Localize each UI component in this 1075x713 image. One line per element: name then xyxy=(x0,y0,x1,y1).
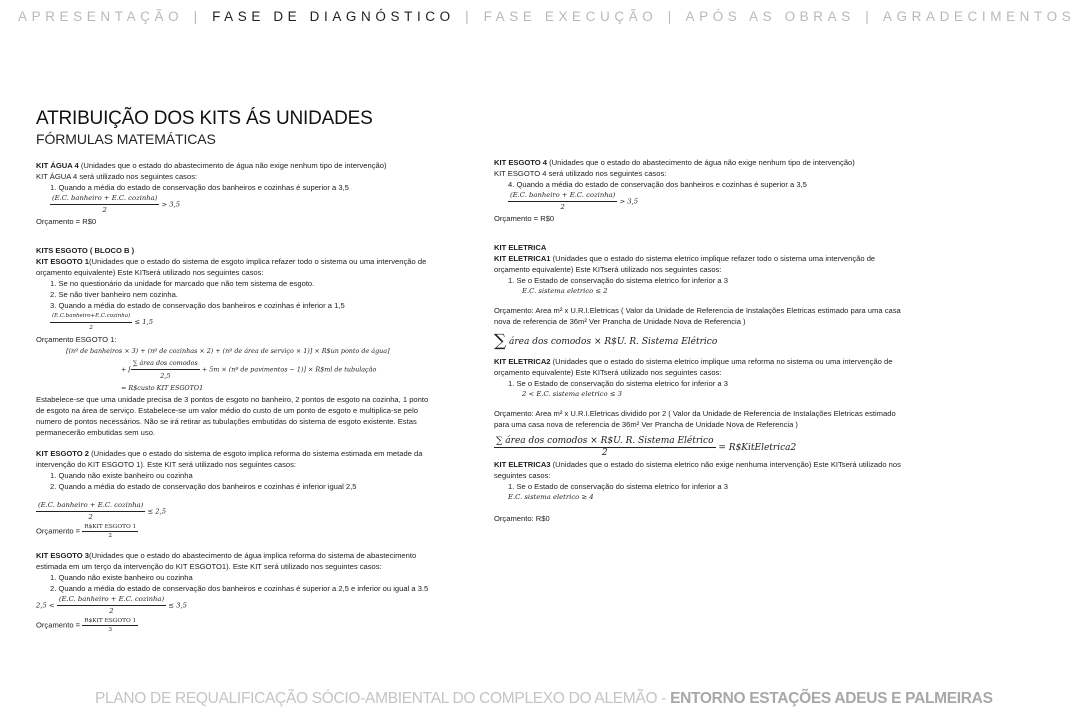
sum-rhs: = R$KitEletrica2 xyxy=(715,443,797,453)
kit-esgoto-3-heading: KIT ESGOTO 3 xyxy=(36,551,90,560)
kit-eletrica-1-formula: E.C. sistema eletrico ≤ 2 xyxy=(522,287,608,295)
kit-esgoto-3-formula xyxy=(36,594,436,617)
sum-denominator: 2 xyxy=(601,448,608,458)
kit-esgoto-2-budget xyxy=(36,523,436,540)
formula-rhs: ≤ 3,5 xyxy=(166,601,187,610)
nav-separator: | xyxy=(667,9,676,24)
kit-esgoto-4-budget: Orçamento = R$0 xyxy=(494,214,555,223)
budget-denominator: 2 xyxy=(108,533,113,539)
kit-eletrica-1-budget: Orçamento: Area m² x U.R.I.Eletricas ( Valor da Unidade de Referencia de Instalações Eletricas estimado para uma casa nova de referencia de 36m² Ver Prancha de Unidade Nova de Referencia ) xyxy=(494,306,901,326)
kit-agua-4-formula xyxy=(36,193,436,216)
kit-esgoto-4-case-4: 4. Quando a média do estado de conservação dos banheiros e cozinhas é superior a 3,5 xyxy=(508,180,807,189)
kit-eletrica-3-case-1: 1. Se o Estado de conservação do sistema eletrico for inferior a 3 xyxy=(508,482,728,491)
kit-eletrica-3-budget: Orçamento: R$0 xyxy=(494,514,550,523)
budget-denominator: 3 xyxy=(108,627,113,633)
kit-agua-4-budget: Orçamento = R$0 xyxy=(36,217,97,226)
formula-denominator: 2 xyxy=(109,607,114,615)
kit-agua-4-heading: KIT ÁGUA 4 xyxy=(36,161,79,170)
footer-plan-title: PLANO DE REQUALIFICAÇÃO SÓCIO-AMBIENTAL DO COMPLEXO DO ALEMÃO - xyxy=(95,690,671,707)
kit-eletrica-3-formula: E.C. sistema eletrico ≥ 4 xyxy=(508,493,594,501)
equation-bracket: + [ xyxy=(121,365,131,374)
nav-item-fase-diagnostico[interactable]: FASE DE DIAGNÓSTICO xyxy=(212,9,455,24)
formula-denominator: 2 xyxy=(88,513,93,521)
nav-item-fase-execucao[interactable]: FASE EXECUÇÃO xyxy=(483,9,658,24)
nav-item-agradecimentos[interactable]: AGRADECIMENTOS xyxy=(882,9,1075,24)
section-kit-esgoto-1 xyxy=(36,245,436,438)
kit-esgoto-2-case-2: 2. Quando a média do estado de conservação dos banheiros e cozinhas é inferior igual 2,5 xyxy=(50,482,357,491)
page-footer xyxy=(95,690,993,708)
right-column xyxy=(494,157,906,524)
nav-separator: | xyxy=(193,9,202,24)
formula-numerator: (E.C. banheiro + E.C. cozinha) xyxy=(50,193,159,205)
budget-numerator: R$KIT ESGOTO 1 xyxy=(84,524,137,530)
kit-eletrica-3-heading: KIT ELETRICA3 xyxy=(494,460,551,469)
nav-item-apos-as-obras[interactable]: APÓS AS OBRAS xyxy=(685,9,855,24)
formula-rhs: ≤ 2,5 xyxy=(145,507,167,516)
formula-numerator: (E.C. banheiro + E.C. cozinha) xyxy=(508,190,617,202)
kit-esgoto-2-heading: KIT ESGOTO 2 xyxy=(36,449,90,458)
budget-numerator: R$KIT ESGOTO 1 xyxy=(84,618,137,624)
left-column xyxy=(36,160,436,634)
kit-esgoto-1-description: (Unidades que o estado do sistema de esgoto implica refazer todo o sistema ou uma intervenção de orçamento equivalente) Este KITserá utilizado nos seguintes casos: xyxy=(36,257,427,277)
kit-esgoto-2-case-1: 1. Quando não existe banheiro ou cozinha xyxy=(50,471,193,480)
kit-esgoto-3-description: (Unidades que o estado do abastecimento de água implica reforma do sistema de abastecimento estimada em um terço da intervenção do KIT ESGOTO1). Este KIT será utilizado nos seguintes casos: xyxy=(36,551,417,571)
section-kit-eletrica xyxy=(494,242,906,524)
kit-agua-4-description: (Unidades que o estado do abastecimento de água não exige nenhum tipo de intervenção) xyxy=(78,161,387,170)
kit-esgoto-4-usage: KIT ESGOTO 4 será utilizado nos seguintes casos: xyxy=(494,169,667,178)
summation-icon: ∑ xyxy=(494,331,507,351)
budget-label: Orçamento = xyxy=(36,526,83,536)
equation-line-2 xyxy=(66,357,436,382)
formula-numerator: (E.C.banheiro+E.C.cozinha) xyxy=(50,311,132,323)
kit-agua-4-case-1: 1. Quando a média do estado de conservação dos banheiros e cozinhas é superior a 3,5 xyxy=(50,183,349,192)
formula-numerator: (E.C. banheiro + E.C. cozinha) xyxy=(57,594,166,606)
kit-eletrica-2-description: (Unidades que o estado do sistema eletrico implique uma reforma no sistema ou uma intervenção de orçamento equivalente) Este KITserá utilizado nos seguintes casos: xyxy=(494,357,893,377)
kit-eletrica-1-sum-formula xyxy=(494,331,906,351)
kit-esgoto-1-heading: KIT ESGOTO 1 xyxy=(36,257,90,266)
top-navigation xyxy=(18,9,1075,24)
equation-line-1: [(nº de banheiros × 3) + (nº de cozinhas × 2) + (nº de área de serviço × 1)] × R$un ponto de água] xyxy=(66,347,390,355)
budget-label: Orçamento = xyxy=(36,620,83,630)
kit-eletrica-3-description: (Unidades que o estado do sistema eletrico não exige nenhuma intervenção) Este KITserá utilizado nos seguintes casos: xyxy=(494,460,901,480)
kit-esgoto-1-case-1: 1. Se no questionário da unidade for marcado que não tem sistema de esgoto. xyxy=(50,279,315,288)
kits-esgoto-block-heading: KITS ESGOTO ( BLOCO B ) xyxy=(36,246,135,255)
kit-esgoto-3-case-1: 1. Quando não existe banheiro ou cozinha xyxy=(50,573,193,582)
kit-esgoto-4-description: (Unidades que o estado do abastecimento de água não exige nenhum tipo de intervenção) xyxy=(547,158,855,167)
kit-esgoto-1-formula xyxy=(36,311,436,334)
nav-separator: | xyxy=(465,9,474,24)
equation-denominator: 2,5 xyxy=(160,372,171,380)
kit-esgoto-2-formula xyxy=(36,500,436,523)
kit-eletrica-2-sum-formula xyxy=(494,436,906,459)
section-kit-agua-4 xyxy=(36,160,436,227)
nav-separator: | xyxy=(865,9,874,24)
kit-esgoto-1-note: Estabelece-se que uma unidade precisa de 3 pontos de esgoto no banheiro, 2 pontos de esgoto na cozinha, 1 ponto de esgoto na área de serviço. Estabelece-se um valor médio do custo de um ponto de esgoto e multiplica-se pelo numero de pontos necessários. Não se irá retirar as tubulações embutidas do sistema de esgoto existente. Estas permanecerão embutidas sem uso. xyxy=(36,395,429,437)
formula-numerator: (E.C. banheiro + E.C. cozinha) xyxy=(36,500,145,512)
equation-tail: + 5m × (nº de pavimentos − 1)] × R$ml de tubulação xyxy=(199,365,377,374)
page-subtitle: FÓRMULAS MATEMÁTICAS xyxy=(36,131,216,147)
kit-esgoto-4-formula xyxy=(494,190,906,213)
formula-rhs: > 3,5 xyxy=(159,200,181,209)
kit-eletrica-2-budget: Orçamento: Area m² x U.R.I.Eletricas dividido por 2 ( Valor da Unidade de Referencia de Instalações Eletricas estimado para uma casa nova de referencia de 36m² Ver Prancha de Unidade Nova de Referencia ) xyxy=(494,409,896,429)
equation-line-3: = R$custo KIT ESGOTO1 xyxy=(121,384,204,392)
sum-expression: área dos comodos × R$U. R. Sistema Elétrico xyxy=(506,337,718,347)
kit-eletrica-1-description: (Unidades que o estado do sistema eletrico implique refazer todo o sistema uma intervenção de orçamento equivalente) Este KITserá utilizado nos seguintes casos: xyxy=(494,254,876,274)
kit-esgoto-1-case-2: 2. Se não tiver banheiro nem cozinha. xyxy=(50,290,178,299)
kit-esgoto-1-case-3: 3. Quando a média do estado de conservação dos banheiros e cozinhas é inferior a 1,5 xyxy=(50,301,345,310)
kit-eletrica-block-heading: KIT ELETRICA xyxy=(494,243,547,252)
formula-denominator: 2 xyxy=(102,206,107,214)
section-kit-esgoto-2 xyxy=(36,448,436,540)
section-kit-esgoto-3 xyxy=(36,550,436,634)
page-title: ATRIBUIÇÃO DOS KITS ÁS UNIDADES xyxy=(36,108,373,129)
sum-numerator: ∑ área dos comodos × R$U. R. Sistema Elétrico xyxy=(496,436,714,446)
kit-eletrica-2-case-1: 1. Se o Estado de conservação do sistema eletrico for inferior a 3 xyxy=(508,379,728,388)
kit-esgoto-3-case-2: 2. Quando a média do estado de conservação dos banheiros e cozinhas é superior a 2,5 e inferior ou igual a 3.5 xyxy=(50,584,429,593)
kit-agua-4-usage: KIT ÁGUA 4 será utilizado nos seguintes casos: xyxy=(36,172,198,181)
kit-esgoto-3-budget xyxy=(36,617,436,634)
formula-rhs: ≤ 1,5 xyxy=(132,318,154,326)
formula-rhs: > 3,5 xyxy=(617,197,639,206)
formula-denominator: 2 xyxy=(560,203,565,211)
kit-esgoto-1-budget-equation xyxy=(36,345,436,394)
kit-eletrica-2-heading: KIT ELETRICA2 xyxy=(494,357,551,366)
nav-item-apresentacao[interactable]: APRESENTAÇÃO xyxy=(18,9,184,24)
kit-eletrica-1-case-1: 1. Se o Estado de conservação do sistema eletrico for inferior a 3 xyxy=(508,276,728,285)
kit-esgoto-2-description: (Unidades que o estado do sistema de esgoto implica reforma do sistema estimada em metade da intervenção do KIT ESGOTO 1). Este KIT será utilizado nos seguintes casos: xyxy=(36,449,423,469)
footer-location: ENTORNO ESTAÇÕES ADEUS E PALMEIRAS xyxy=(670,690,993,707)
equation-numerator: ∑ área dos comodos xyxy=(131,357,200,370)
kit-esgoto-1-budget-label: Orçamento ESGOTO 1: xyxy=(36,335,117,344)
kit-esgoto-4-heading: KIT ESGOTO 4 xyxy=(494,158,548,167)
section-kit-esgoto-4 xyxy=(494,157,906,224)
kit-eletrica-2-formula: 2 < E.C. sistema eletrico ≤ 3 xyxy=(522,390,622,398)
formula-denominator: 2 xyxy=(89,325,93,331)
formula-lhs: 2,5 < xyxy=(36,601,57,610)
kit-eletrica-1-heading: KIT ELETRICA1 xyxy=(494,254,551,263)
